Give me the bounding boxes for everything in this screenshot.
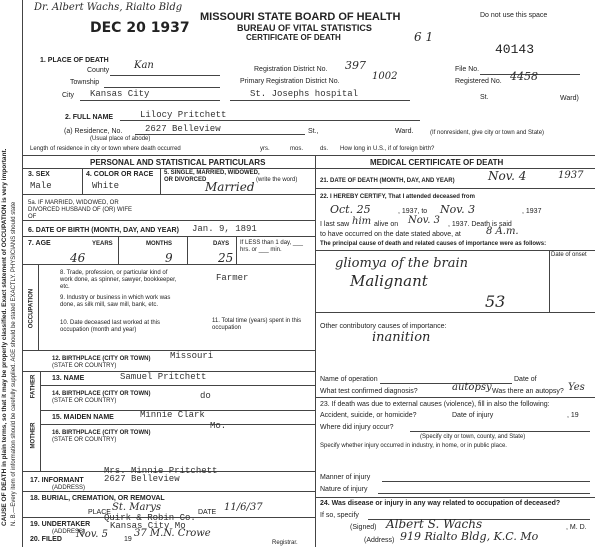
medical-heading: MEDICAL CERTIFICATE OF DEATH <box>370 158 504 167</box>
mother-birth-state: (STATE OR COUNTRY) <box>52 437 117 443</box>
filed-value: Nov. 5 <box>76 529 108 540</box>
occ8-label: 8. Trade, profession, or particular kind of work done, as spinner, sawyer, bookkeeper, etc. <box>60 270 177 290</box>
father-birth-value: do <box>200 391 211 401</box>
margin-mark: 6 1 <box>414 30 434 44</box>
marital-note: (write the word) <box>256 177 298 183</box>
filed-label: 20. FILED <box>30 536 62 543</box>
burial-label: 18. BURIAL, CREMATION, OR REMOVAL <box>30 495 165 502</box>
father-name-value: Samuel Pritchett <box>120 372 207 382</box>
length-yrs: yrs. <box>260 146 270 152</box>
residence-st: St., <box>308 128 319 135</box>
attended-mid: , 1937, to <box>398 208 428 215</box>
informant-address: 2627 Belleview <box>104 474 180 484</box>
confirmed-label: What test confirmed diagnosis? <box>320 388 418 395</box>
residence-usual: (Usual place of abode) <box>90 136 151 142</box>
cause-1: gliomya of the brain <box>335 256 469 271</box>
dod-label: 21. DATE OF DEATH (MONTH, DAY, AND YEAR) <box>320 178 455 184</box>
marital-label: 5. SINGLE, MARRIED, WIDOWED, OR DIVORCED <box>164 170 260 183</box>
age-years-label: YEARS <box>92 241 113 247</box>
occ9-label: 9. Industry or business in which work was done, as silk mill, saw mill, bank, etc. <box>60 295 171 308</box>
age-months-value: 9 <box>165 251 173 265</box>
autopsy-value: Yes <box>568 382 585 393</box>
sex-value: Male <box>30 181 52 191</box>
do-not-use-label: Do not use this space <box>480 12 548 19</box>
undertaker-address: Kansas City Mo <box>110 521 186 531</box>
ifso-label: If so, specify <box>320 512 359 519</box>
mother-birth-label: 16. BIRTHPLACE (CITY OR TOWN) <box>52 430 151 436</box>
birthplace-label: 12. BIRTHPLACE (CITY OR TOWN) <box>52 356 151 362</box>
father-birth-label: 14. BIRTHPLACE (CITY OR TOWN) <box>52 391 151 397</box>
residence-label: (a) Residence, No. <box>64 128 123 135</box>
st-label: St. <box>480 94 489 101</box>
age-years-value: 46 <box>70 251 86 265</box>
specify2-label: Specify whether injury occurred in industry, in home, or in public place. <box>320 443 507 449</box>
occ8-value: Farmer <box>216 273 249 283</box>
burial-place-label: PLACE <box>88 509 111 516</box>
ward-label: Ward) <box>560 95 579 102</box>
nature-label: Nature of injury <box>320 486 368 493</box>
burial-place-value: St. Marys <box>112 502 161 513</box>
mother-birth-value: Mo. <box>210 421 227 431</box>
alive-on: alive on <box>374 221 399 228</box>
full-name-value: Lilocy Pritchett <box>140 110 227 120</box>
maiden-label: 15. MAIDEN NAME <box>52 414 114 421</box>
op-date-label: Date of <box>514 376 537 383</box>
dob-value: Jan. 9, 1891 <box>192 224 257 234</box>
attended-to: Nov. 3 <box>440 203 476 216</box>
death-time: 8 A.m. <box>486 226 519 237</box>
less-than-day: If LESS than 1 day, ___ hrs. or ___ min. <box>240 240 303 253</box>
primary-label: Primary Registration District No. <box>240 78 340 85</box>
undertaker-value: Quirk & Robin Co. <box>104 513 196 523</box>
dod-value: Nov. 4 <box>488 169 527 183</box>
birthplace-state: (STATE OR COUNTRY) <box>52 363 117 369</box>
received-stamp: DEC 20 1937 <box>90 20 190 36</box>
nonresident-note: (If nonresident, give city or town and State) <box>430 130 545 136</box>
township-label: Township <box>70 79 100 86</box>
registered-no-value: 4458 <box>510 70 538 83</box>
lastsaw-him: him <box>352 216 372 227</box>
md-label: , M. D. <box>566 524 587 531</box>
q23-label: 23. If death was due to external causes (violence), fill in also the following: <box>320 401 550 408</box>
signed-label: (Signed) <box>350 524 377 531</box>
husband-label: 5a. IF MARRIED, WIDOWED, OR DIVORCED HUSBAND OF (OR) WIFE OF <box>28 200 133 220</box>
mother-side: MOTHER <box>30 422 37 449</box>
informant-label: 17. INFORMANT <box>30 477 84 484</box>
age-months-label: MONTHS <box>146 241 172 247</box>
father-side: FATHER <box>30 374 37 399</box>
injury-date-label: Date of injury <box>452 412 494 419</box>
principal-cause-label: The principal cause of death and related causes of importance were as follows: <box>320 241 547 247</box>
file-label: File No. <box>455 66 480 73</box>
personal-heading: PERSONAL AND STATISTICAL PARTICULARS <box>90 158 266 167</box>
length-ds: ds. <box>320 146 329 152</box>
attended-from: Oct. 25 <box>330 203 371 216</box>
occupation-side: OCCUPATION <box>28 288 35 329</box>
color-label: 4. COLOR OR RACE <box>86 171 154 178</box>
accident-label: Accident, suicide, or homicide? <box>320 412 417 419</box>
filed-hand: 37 M.N. Crowe <box>134 528 211 539</box>
operation-label: Name of operation <box>320 376 378 383</box>
age-days-value: 25 <box>218 251 234 265</box>
contributory-label: Other contributory causes of importance: <box>320 323 447 330</box>
length-residence: Length of residence in city or town where death occurred <box>30 146 181 152</box>
side-note-2: N. B.—Every item of information should be carefully supplied. AGE should be stated EXACTLY. PHYSICIANS should state <box>11 201 17 526</box>
registered-no-label: Registered No. <box>455 78 502 85</box>
county-value: Kan <box>134 60 154 71</box>
form-title: MISSOURI STATE BOARD OF HEALTH <box>200 11 401 23</box>
city-label: City <box>62 92 75 99</box>
undertaker-label: 19. UNDERTAKER <box>30 521 91 528</box>
form-cert: CERTIFICATE OF DEATH <box>246 33 341 42</box>
hospital-value: St. Josephs hospital <box>250 89 359 99</box>
attended-end: , 1937 <box>522 208 542 215</box>
marital-value: Married <box>205 180 255 194</box>
county-label: County <box>87 67 110 74</box>
certify-label: 22. I HEREBY CERTIFY, That I attended deceased from <box>320 194 475 200</box>
sex-label: 3. SEX <box>28 171 50 178</box>
physician-signature: Albert S. Wachs <box>386 517 483 531</box>
city-value: Kansas City <box>90 89 150 99</box>
form-subtitle: BUREAU OF VITAL STATISTICS <box>237 23 372 33</box>
maiden-value: Minnie Clark <box>140 410 205 420</box>
us-length: How long in U.S., if of foreign birth? <box>340 146 435 152</box>
where-label: Where did injury occur? <box>320 424 394 431</box>
color-value: White <box>92 181 120 191</box>
occ10-label: 10. Date deceased last worked at this occupation (month and year) <box>60 320 161 333</box>
burial-date-label: DATE <box>198 509 217 516</box>
occurred-label: to have occurred on the date stated above, at <box>320 231 461 238</box>
reg-label: Registration District No. <box>254 66 328 73</box>
contributory-value: inanition <box>372 330 431 345</box>
residence-ward: Ward. <box>395 128 414 135</box>
informant-address-label: (ADDRESS) <box>52 485 86 491</box>
manner-label: Manner of injury <box>320 474 371 481</box>
physician-address: 919 Rialto Bldg, K.C. Mo <box>400 530 539 543</box>
registrar-label: Registrar. <box>272 540 298 546</box>
reg-value: 397 <box>345 59 366 72</box>
lastsaw-label: I last saw <box>320 221 350 228</box>
place-label: 1. PLACE OF DEATH <box>40 57 109 64</box>
specify-label: (Specify city or town, county, and State) <box>420 434 526 440</box>
residence-value: 2627 Belleview <box>145 124 221 134</box>
dod-year: 1937 <box>558 170 584 181</box>
certificate-number: 40143 <box>495 42 535 57</box>
age-days-label: DAYS <box>213 241 230 247</box>
full-name-label: 2. FULL NAME <box>65 114 114 121</box>
length-mos: mos. <box>290 146 304 152</box>
birthplace-value: Missouri <box>170 351 214 361</box>
age-label: 7. AGE <box>28 240 51 247</box>
q24-label: 24. Was disease or injury in any way related to occupation of deceased? <box>320 500 561 507</box>
filed-year: 19 <box>124 536 132 543</box>
date-onset-label: Date of onset <box>551 252 587 258</box>
autopsy-label: Was there an autopsy? <box>492 388 564 395</box>
occ11-label: 11. Total time (years) spent in this occupation <box>212 318 302 331</box>
burial-date-value: 11/6/37 <box>224 502 263 513</box>
injury-year: , 19 <box>567 412 579 419</box>
primary-value: 1002 <box>372 71 398 82</box>
undertaker-address-label: (ADDRESS) <box>52 529 86 535</box>
side-note: CAUSE OF DEATH in plain terms, so that it may be properly classified. Exact statement of OCCUPATION is very important. <box>1 148 8 526</box>
cause-3: 53 <box>485 292 506 311</box>
dob-label: 6. DATE OF BIRTH (MONTH, DAY, AND YEAR) <box>28 227 179 234</box>
address-label: (Address) <box>364 537 395 544</box>
lastsaw-value: Nov. 3 <box>408 215 440 226</box>
lastsaw-year: , 1937. Death is said <box>448 221 512 228</box>
father-birth-state: (STATE OR COUNTRY) <box>52 398 117 404</box>
informant-value: Mrs. Minnie Pritchett <box>104 466 218 476</box>
cause-2: Malignant <box>350 272 428 290</box>
top-note: Dr. Albert Wachs, Rialto Bldg <box>34 2 183 13</box>
test-value: autopsy <box>452 382 492 393</box>
father-name-label: 13. NAME <box>52 375 85 382</box>
